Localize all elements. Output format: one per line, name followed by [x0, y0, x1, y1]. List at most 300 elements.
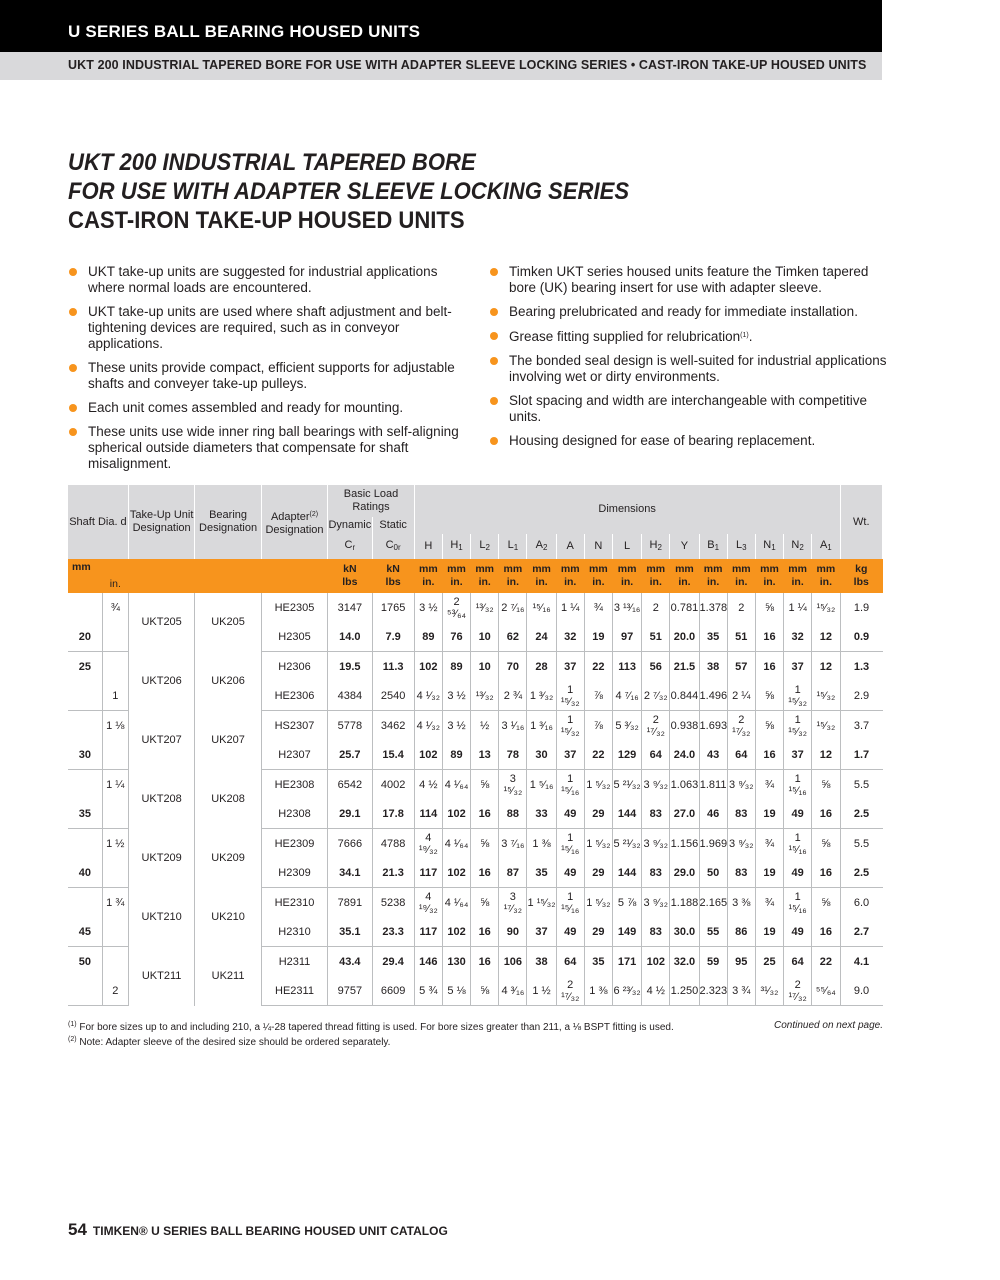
dimension-cell [699, 740, 727, 770]
dimension-cell [499, 740, 527, 770]
dimension-cell-text: ⅝ [480, 837, 490, 850]
unit-mm-in-text: mm [760, 563, 779, 575]
dimension-cell [499, 947, 527, 977]
dimension-cell [442, 829, 470, 859]
dimension-cell-text: 1.969 [699, 837, 728, 850]
unit-mm-in-text: in. [478, 576, 491, 588]
dimension-cell [556, 593, 584, 622]
dimension-cell [527, 770, 556, 800]
dimension-cell-text: 16 [819, 807, 832, 820]
dimension-cell-text: 3 ⁷⁄₁₆ [501, 837, 525, 850]
dimension-cell [699, 622, 727, 652]
weight-cell [840, 858, 883, 888]
dimension-cell-text: 102 [447, 866, 466, 879]
adapter-designation-cell-text: H2305 [278, 630, 311, 643]
dimension-cell [755, 681, 783, 711]
dimension-cell [471, 976, 499, 1006]
dimension-cell-text: 22 [819, 955, 832, 968]
dimension-cell [812, 740, 840, 770]
static-rating-cell-text: 4002 [380, 778, 406, 791]
dimension-cell [414, 829, 442, 859]
dimension-cell [784, 770, 812, 800]
shaft-in-cell-text: 2 [112, 984, 119, 997]
dimension-cell-text: 3 ½ [447, 719, 466, 732]
unit-mm-in [755, 559, 783, 593]
dimension-cell [755, 858, 783, 888]
shaft-mm-cell-text: 25 [78, 660, 91, 673]
dimension-cell-text: 37 [564, 660, 577, 673]
cor-subscript: 0r [393, 543, 401, 552]
unit-mm-in-text: in. [819, 576, 832, 588]
dimension-cell-text: 37 [791, 748, 804, 761]
dimension-cell [414, 711, 442, 741]
dynamic-rating-cell-text: 25.7 [339, 748, 361, 761]
dimension-cell-text: 0.938 [670, 719, 699, 732]
dimension-cell [499, 917, 527, 947]
unit-mm-in-text: in. [450, 576, 463, 588]
unit-mm-in [556, 559, 584, 593]
dimension-col-header [642, 534, 670, 559]
dimension-cell [670, 622, 699, 652]
dimension-cell [727, 740, 755, 770]
dimension-cell [755, 976, 783, 1006]
dimension-col-header [699, 534, 727, 559]
dimension-cell-text: 64 [735, 748, 748, 761]
weight-cell [840, 711, 883, 741]
dimension-cell-text: ⅝ [821, 896, 831, 909]
dimension-cell-text: 1 ¹⁵⁄₃₂ [560, 683, 580, 708]
adapter-designation-cell [261, 652, 327, 682]
static-rating-cell [372, 622, 414, 652]
dimension-cell [699, 770, 727, 800]
shaft-mm-cell [68, 593, 102, 622]
shaft-in-cell [102, 681, 128, 711]
dimension-cell [812, 770, 840, 800]
dimension-cell [642, 711, 670, 741]
dimension-cell [812, 829, 840, 859]
title-line-1: UKT 200 INDUSTRIAL TAPERED BORE [68, 149, 476, 176]
feature-bullet: Each unit comes assembled and ready for mounting. [68, 400, 468, 416]
unit-kn-lbs [328, 559, 372, 593]
subtitle-text: UKT 200 INDUSTRIAL TAPERED BORE FOR USE WITH ADAPTER SLEEVE LOCKING SERIES • CAST-IRON TAKE-UP HOUSED UNITS [68, 58, 867, 72]
dynamic-rating-cell-text: 34.1 [339, 866, 361, 879]
dimension-cell-text: 3 ½ [447, 689, 466, 702]
dimension-cell [699, 829, 727, 859]
footnote-text: Note: Adapter sleeve of the desired size should be ordered separately. [79, 1037, 391, 1048]
dimension-cell [584, 829, 612, 859]
unit-mm-in-text: in. [506, 576, 519, 588]
dimension-cell-text: 19 [763, 866, 776, 879]
unit-mm-in-text: mm [816, 563, 836, 575]
weight-cell-text: 2.9 [853, 689, 870, 702]
dimension-cell [727, 917, 755, 947]
dimension-cell [727, 622, 755, 652]
dimension-col-header [499, 534, 527, 559]
dimension-col-header [755, 534, 783, 559]
dim-letter: N [763, 539, 772, 551]
dynamic-rating-cell-text: 43.4 [339, 955, 361, 968]
static-rating-cell [372, 917, 414, 947]
dimension-cell [527, 593, 556, 622]
takeup-designation-cell-text: UKT207 [141, 734, 182, 746]
adapter-designation-cell [261, 829, 327, 859]
shaft-in-cell-text: 1 ⅛ [106, 719, 125, 732]
dimension-cell [755, 917, 783, 947]
dimension-cell-text: 114 [419, 807, 438, 820]
dimension-cell-text: 5 ⅛ [447, 984, 466, 997]
takeup-designation-cell-text: UKT210 [141, 911, 182, 923]
dimension-cell-text: 2 ¾ [503, 689, 523, 702]
unit-blank [195, 559, 261, 593]
dimension-cell-text: 102 [447, 925, 466, 938]
dimension-cell-text: 4 ⁷⁄₁₆ [615, 689, 639, 702]
bearing-designation-cell-text: UK205 [211, 616, 245, 629]
dimension-cell [527, 976, 556, 1006]
shaft-in-cell-text: 1 ½ [106, 837, 125, 850]
shaft-mm-cell [68, 976, 102, 1006]
dimension-cell [499, 622, 527, 652]
dimension-cell [584, 917, 612, 947]
dimension-cell [784, 593, 812, 622]
dimension-col-header [784, 534, 812, 559]
table-row [68, 652, 883, 682]
dynamic-header: Dynamic [328, 517, 372, 534]
dimension-cell-text: 2 [738, 601, 745, 614]
dynamic-rating-cell [328, 947, 372, 977]
dimension-cell [670, 858, 699, 888]
static-rating-cell [372, 770, 414, 800]
dimension-cell-text: ¹³⁄₃₂ [475, 601, 494, 614]
dimension-cell-text: ¾ [764, 778, 775, 791]
static-rating-cell-text: 23.3 [382, 925, 404, 938]
dimension-cell-text: 1 ¹⁵⁄₃₂ [788, 683, 808, 708]
dimension-cell-text: 32 [791, 630, 804, 643]
adapter-designation-cell [261, 917, 327, 947]
dimension-cell-text: 97 [620, 630, 634, 643]
dimension-cell-text: 3 ½ [419, 601, 438, 614]
dimension-cell-text: 83 [735, 866, 748, 879]
dimension-cell [812, 593, 840, 622]
dimension-cell [499, 652, 527, 682]
dimension-cell [584, 770, 612, 800]
dimension-cell-text: ⅝ [764, 689, 775, 702]
dimension-cell [612, 947, 641, 977]
dimension-cell-text: 22 [592, 660, 605, 673]
dimension-cell-text: 3 ¾ [732, 984, 751, 997]
shaft-mm-cell [68, 622, 102, 652]
dimension-cell-text: 3 ⁹⁄₃₂ [643, 896, 668, 909]
dimension-cell-text: 171 [617, 955, 637, 968]
dim-letter: A [819, 539, 828, 551]
dimension-cell [784, 681, 812, 711]
dimension-cell [584, 799, 612, 829]
dimension-cell-text: 1 ¹⁵⁄₁₆ [788, 772, 807, 797]
weight-cell-text: 1.9 [853, 601, 870, 614]
dim-subscript: 1 [827, 543, 832, 552]
dynamic-rating-cell-text: 4384 [337, 689, 363, 702]
dimension-cell-text: 1 ³⁄₃₂ [529, 689, 554, 702]
dimension-cell-text: 4 ¹⁄₆₄ [444, 896, 469, 909]
unit-kn-lbs-text: lbs [385, 576, 401, 588]
shaft-in-cell-text: 1 [112, 689, 119, 702]
dimension-cell-text: 28 [535, 660, 548, 673]
unit-mm-in-text: mm [788, 563, 807, 575]
dimension-cell-text: 16 [763, 630, 776, 643]
adapter-designation-cell [261, 888, 327, 918]
static-rating-cell-text: 29.4 [382, 955, 404, 968]
unit-mm-in-text: in. [791, 576, 804, 588]
static-rating-cell-text: 21.3 [382, 866, 404, 879]
dimension-cell [670, 829, 699, 859]
dimension-cell [755, 829, 783, 859]
unit-mm-in-text: in. [649, 576, 662, 588]
dimension-cell-text: 3 ¹⁷⁄₃₂ [503, 890, 522, 915]
dimension-cell [442, 740, 470, 770]
unit-mm-in [670, 559, 699, 593]
dimension-cell-text: 24.0 [673, 748, 696, 761]
dimension-cell [755, 770, 783, 800]
dimension-cell-text: 16 [819, 866, 832, 879]
shaft-mm-cell-text: 40 [78, 866, 91, 879]
unit-mm [68, 559, 102, 593]
dimension-cell-text: 10 [478, 630, 491, 643]
dimension-cell [499, 770, 527, 800]
adapter-designation-cell [261, 976, 327, 1006]
dimension-cell [642, 947, 670, 977]
dimension-cell [612, 681, 641, 711]
page-number: 54 [68, 1220, 87, 1239]
dimension-cell-text: 2 ¹⁷⁄₃₂ [646, 713, 665, 738]
dimension-cell-text: ⅞ [593, 689, 603, 702]
dimension-cell-text: 49 [791, 866, 804, 879]
dimension-cell [527, 740, 556, 770]
dimension-cell [499, 711, 527, 741]
dimension-cell-text: 144 [617, 807, 637, 820]
dimension-cell-text: 64 [649, 748, 662, 761]
unit-mm-in [414, 559, 442, 593]
dynamic-rating-cell [328, 917, 372, 947]
dimension-cell-text: 3 ¹⁵⁄₃₂ [503, 772, 523, 797]
dimension-cell-text: 16 [478, 807, 491, 820]
unit-mm-in-text: mm [731, 563, 751, 575]
dim-letter: Y [680, 540, 689, 552]
dimension-cell-text: ¹⁵⁄₃₂ [816, 689, 836, 702]
dynamic-rating-cell [328, 770, 372, 800]
dimension-cell [784, 711, 812, 741]
shaft-mm-cell-text: 45 [78, 925, 91, 938]
dimension-cell [499, 829, 527, 859]
dimension-cell-text: 146 [419, 955, 438, 968]
weight-cell-text: 3.7 [853, 719, 870, 732]
takeup-header: Take-Up Unit Designation [128, 485, 194, 559]
dynamic-rating-cell-text: 7666 [337, 837, 363, 850]
dimension-cell [699, 947, 727, 977]
dimension-cell-text: 12 [819, 630, 832, 643]
dim-subscript: 1 [714, 543, 720, 552]
dimension-cell-text: 30.0 [673, 925, 696, 938]
shaft-mm-cell-text: 35 [78, 807, 91, 820]
dimension-cell [612, 858, 641, 888]
feature-bullet: UKT take-up units are used where shaft adjustment and belt-tightening devices are required, such as in conveyor applications. [68, 304, 468, 352]
dimension-cell-text: ¹⁵⁄₁₆ [532, 601, 551, 614]
dimension-cell [442, 917, 470, 947]
dimension-cell [442, 622, 470, 652]
unit-mm-in-text: mm [560, 563, 580, 575]
static-rating-cell-text: 5238 [380, 896, 406, 909]
dimension-cell-text: ¹⁵⁄₃₂ [816, 601, 836, 614]
dimension-cell [670, 711, 699, 741]
dimension-cell [556, 947, 584, 977]
dimension-cell-text: 1 ⅜ [589, 984, 608, 997]
dynamic-rating-cell [328, 711, 372, 741]
takeup-designation-cell [128, 829, 194, 888]
dimension-cell [471, 829, 499, 859]
dynamic-rating-cell [328, 681, 372, 711]
weight-cell [840, 652, 883, 682]
unit-mm-in-text: in. [706, 576, 720, 588]
static-rating-cell-text: 6609 [380, 984, 406, 997]
dimension-cell-text: 89 [422, 630, 435, 643]
bearing-designation-cell [195, 711, 261, 770]
dimension-cell-text: 29.0 [673, 866, 696, 879]
dimension-cell-text: 1 ⁵⁄₁₆ [529, 778, 554, 791]
dynamic-rating-cell [328, 799, 372, 829]
dimension-cell [584, 711, 612, 741]
bearing-designation-cell-text: UK209 [211, 852, 245, 864]
bearing-designation-cell-text: UK207 [211, 734, 245, 746]
weight-cell-text: 1.7 [853, 748, 870, 761]
dimension-cell-text: 62 [506, 630, 519, 643]
static-rating-cell [372, 888, 414, 918]
dimension-cell [670, 652, 699, 682]
static-rating-cell [372, 711, 414, 741]
dimension-cell-text: 29 [592, 925, 605, 938]
dimension-cell-text: 3 ¹³⁄₁₆ [613, 601, 641, 614]
dimension-cell [556, 681, 584, 711]
dim-letter: N [791, 539, 800, 551]
dimension-cell-text: ¾ [764, 837, 775, 850]
dimension-col-header [442, 534, 470, 559]
dimension-cell-text: 113 [618, 660, 636, 673]
unit-mm-in-text: mm [475, 563, 495, 575]
dimension-cell [727, 829, 755, 859]
dimension-cell [471, 947, 499, 977]
dynamic-rating-cell-text: 6542 [337, 778, 363, 791]
dimension-cell [642, 652, 670, 682]
unit-blank [128, 559, 194, 593]
dimension-cell-text: 24 [535, 630, 548, 643]
dimension-cell [414, 652, 442, 682]
dynamic-rating-cell-text: 19.5 [339, 660, 361, 673]
footnote-2 [68, 1036, 390, 1048]
dimension-cell-text: 149 [617, 925, 637, 938]
unit-kg-lbs [840, 559, 883, 593]
adapter-designation-cell-text: HE2305 [274, 601, 315, 614]
dimension-cell [812, 711, 840, 741]
shaft-in-cell [102, 652, 128, 682]
dimension-cell [499, 888, 527, 918]
dimension-cell [727, 681, 755, 711]
static-rating-cell-text: 4788 [380, 837, 406, 850]
bearing-designation-cell-text: UK206 [211, 675, 245, 687]
dimension-cell-text: 33 [535, 807, 548, 820]
dimension-cell [670, 917, 699, 947]
dimension-cell [556, 858, 584, 888]
unit-kg-lbs-text: kg [855, 563, 868, 575]
shaft-mm-cell [68, 947, 102, 977]
dimension-cell-text: 89 [450, 660, 463, 673]
dimension-cell [471, 711, 499, 741]
dim-letter: H [450, 539, 459, 551]
table-row [68, 711, 883, 741]
weight-cell [840, 829, 883, 859]
static-rating-cell-text: 3462 [380, 719, 406, 732]
dimension-cell [642, 888, 670, 918]
dimension-cell-text: 50 [706, 866, 720, 879]
dimension-cell [414, 622, 442, 652]
dimension-cell [471, 917, 499, 947]
takeup-designation-cell [128, 888, 194, 947]
dynamic-rating-cell-text: 14.0 [339, 630, 361, 643]
weight-cell-text: 2.7 [853, 925, 870, 938]
weight-cell [840, 740, 883, 770]
adapter-designation-cell [261, 681, 327, 711]
weight-cell [840, 593, 883, 622]
unit-kn-lbs [372, 559, 414, 593]
dimension-cell-text: 4 ³⁄₁₆ [501, 984, 525, 997]
weight-cell-text: 6.0 [853, 896, 870, 909]
dimension-cell [727, 976, 755, 1006]
dimension-cell-text: 3 ⁹⁄₃₂ [643, 837, 668, 850]
dimension-cell-text: 4 ¹⁄₃₂ [416, 689, 441, 702]
dimension-cell [442, 652, 470, 682]
dimension-cell [612, 917, 641, 947]
dimension-cell-text: 83 [649, 925, 662, 938]
dimension-cell [556, 622, 584, 652]
dimension-cell-text: 1.063 [670, 778, 699, 791]
dimension-cell-text: 2 ¹⁷⁄₃₂ [561, 978, 580, 1003]
dimension-cell [471, 681, 499, 711]
dimension-cell-text: 144 [617, 866, 637, 879]
dimension-cell [755, 740, 783, 770]
dimension-cell [755, 888, 783, 918]
dimension-cell-text: 1 ⁵⁄₃₂ [586, 896, 611, 909]
dimension-cell [699, 888, 727, 918]
static-rating-cell-text: 7.9 [385, 630, 401, 643]
dimension-cell [642, 799, 670, 829]
dimension-cell-text: 29 [592, 807, 605, 820]
adapter-designation-cell-text: HS2307 [274, 719, 315, 732]
dimension-cell [755, 711, 783, 741]
takeup-designation-cell [128, 593, 194, 652]
unit-mm-in-text: in. [678, 576, 691, 588]
dimension-cell [471, 799, 499, 829]
dimension-cell-text: 35 [706, 630, 720, 643]
weight-cell-text: 4.1 [853, 955, 870, 968]
cr-label: C [344, 539, 353, 551]
dimension-cell [812, 799, 840, 829]
dimension-cell [499, 681, 527, 711]
feature-bullet: These units use wide inner ring ball bearings with self-aligning spherical outside diameters that compensate for shaft misalignment. [68, 424, 468, 472]
adapter-designation-cell-text: HE2310 [274, 896, 315, 909]
dimension-cell-text: 117 [419, 925, 438, 938]
feature-bullet: Grease fitting supplied for relubrication$^{(1)}$. [489, 328, 889, 345]
feature-text: Grease fitting supplied for relubrication [509, 329, 741, 344]
dimension-cell-text: 49 [564, 866, 577, 879]
adapter-header [261, 485, 327, 559]
dimension-cell-text: 55 [706, 925, 720, 938]
dimension-cell [584, 888, 612, 918]
